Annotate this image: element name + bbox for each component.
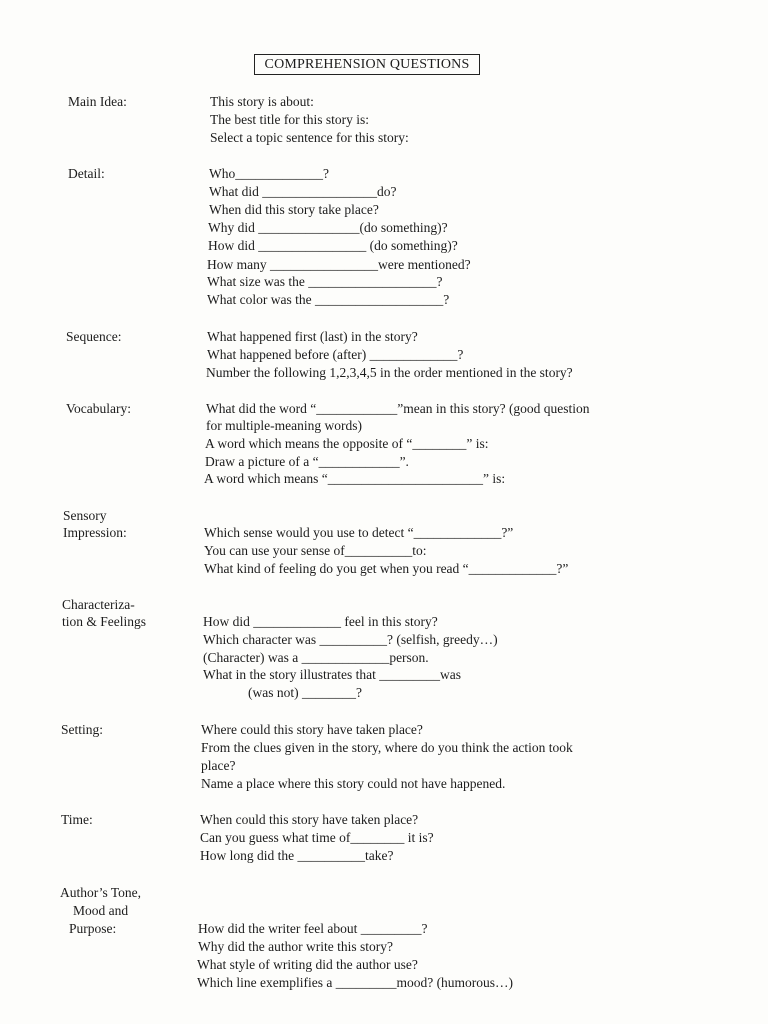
question-line: Number the following 1,2,3,4,5 in the order mentioned in the story? xyxy=(206,365,573,380)
question-line: A word which means the opposite of “________” is: xyxy=(205,436,489,451)
section-label-time: Time: xyxy=(61,812,93,827)
question-line: Who_____________? xyxy=(209,166,329,181)
question-line: Why did _______________(do something)? xyxy=(208,220,448,235)
question-line: When did this story take place? xyxy=(209,202,379,217)
question-line: What kind of feeling do you get when you read “_____________?” xyxy=(204,561,569,576)
question-line: This story is about: xyxy=(210,94,314,109)
question-line: Select a topic sentence for this story: xyxy=(210,130,409,145)
question-line: What happened before (after) _____________? xyxy=(207,347,464,362)
question-line: Name a place where this story could not have happened. xyxy=(201,776,506,791)
question-line: Which character was __________? (selfish, greedy…) xyxy=(203,632,498,647)
question-line: What size was the ___________________? xyxy=(207,274,443,289)
question-line: Where could this story have taken place? xyxy=(201,722,423,737)
question-line: From the clues given in the story, where do you think the action took xyxy=(201,740,573,755)
section-label-sensory: Sensory xyxy=(63,508,107,523)
section-label-author: Author’s Tone, xyxy=(60,885,142,900)
question-line: place? xyxy=(201,758,236,773)
question-line: What color was the ___________________? xyxy=(207,292,450,307)
question-line: How did ________________ (do something)? xyxy=(208,238,458,253)
question-line: A word which means “_______________________” is: xyxy=(204,471,506,486)
question-line: Why did the author write this story? xyxy=(198,939,393,954)
question-line: When could this story have taken place? xyxy=(200,812,419,827)
question-line: How many ________________were mentioned? xyxy=(207,257,471,272)
section-label-detail: Detail: xyxy=(68,166,105,181)
question-line: What style of writing did the author use? xyxy=(197,957,418,972)
question-line: Which sense would you use to detect “_____________?” xyxy=(204,525,514,540)
question-line: (was not) ________? xyxy=(248,685,362,700)
question-line: How did the writer feel about _________? xyxy=(198,921,428,936)
question-line: What in the story illustrates that _________was xyxy=(203,667,461,682)
page-title: COMPREHENSION QUESTIONS xyxy=(254,54,480,75)
question-line: Which line exemplifies a _________mood? (humorous…) xyxy=(197,975,514,990)
question-line: (Character) was a _____________person. xyxy=(203,650,429,665)
question-line: Draw a picture of a “____________”. xyxy=(205,454,409,469)
question-line: What did the word “____________”mean in this story? (good question xyxy=(206,401,590,416)
section-label-characterization: tion & Feelings xyxy=(62,614,146,629)
section-label-setting: Setting: xyxy=(61,722,104,737)
section-label-author: Mood and xyxy=(73,903,129,918)
question-line: The best title for this story is: xyxy=(210,112,369,127)
question-line: How long did the __________take? xyxy=(200,848,394,863)
section-label-main-idea: Main Idea: xyxy=(68,94,127,109)
section-label-sensory: Impression: xyxy=(63,525,127,540)
section-label-vocabulary: Vocabulary: xyxy=(66,401,131,416)
section-label-author: Purpose: xyxy=(69,921,117,936)
question-line: You can use your sense of__________to: xyxy=(204,543,427,558)
question-line: for multiple-meaning words) xyxy=(206,418,362,433)
question-line: What did _________________do? xyxy=(209,184,397,199)
question-line: How did _____________ feel in this story? xyxy=(203,614,438,629)
section-label-characterization: Characteriza- xyxy=(62,597,135,612)
question-line: What happened first (last) in the story? xyxy=(207,329,418,344)
question-line: Can you guess what time of________ it is? xyxy=(200,830,434,845)
section-label-sequence: Sequence: xyxy=(66,329,122,344)
